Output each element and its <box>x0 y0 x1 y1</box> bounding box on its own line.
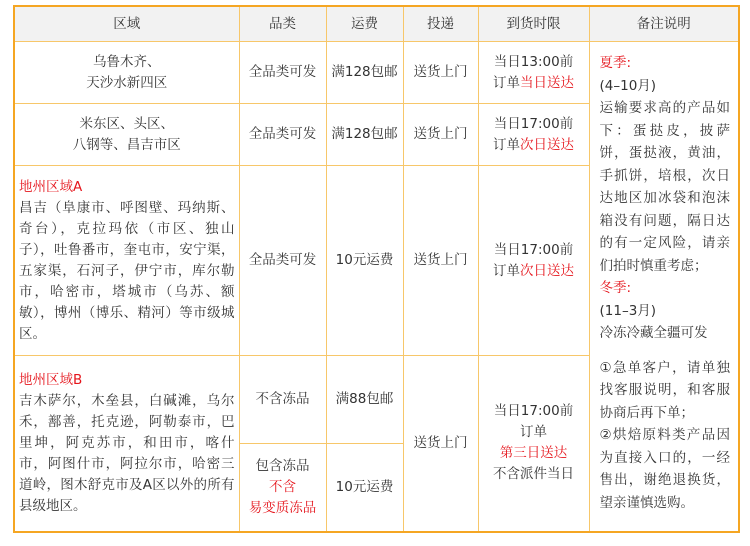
table-row <box>14 42 739 104</box>
arrival-line <box>483 135 585 156</box>
category-cell: 全品类可发 <box>239 104 326 166</box>
arrival-highlight: 次日送达 <box>520 262 574 279</box>
arrival-time: 当日17:00前 <box>493 403 574 420</box>
fee-cell: 满88包邮 <box>326 356 403 444</box>
delivery-cell: 送货上门 <box>403 104 478 166</box>
region-body: 吉木萨尔，木垒县，白碱滩，乌尔禾，鄯善，托克逊，阿勒泰市，巴里坤，阿克苏市，和田市，喀什市，阿图什市，阿拉尔市，哈密三道岭，图木舒克市及A区以外的所有县级地区。 <box>19 392 235 514</box>
arrival-line <box>483 73 585 94</box>
category-cell: 全品类可发 <box>239 42 326 104</box>
category-cell <box>239 444 326 532</box>
arrival-cell <box>478 104 589 166</box>
region-cell <box>14 104 239 166</box>
arrival-line <box>483 261 585 282</box>
fee-cell: 10元运费 <box>326 444 403 532</box>
region-title: 地州区域B <box>19 371 83 388</box>
summer-title: 夏季: <box>599 55 632 71</box>
arrival-time: 当日17:00前 <box>493 115 574 132</box>
winter-title: 冬季: <box>599 280 632 296</box>
header-fee: 运费 <box>326 6 403 42</box>
arrival-cell <box>478 356 589 532</box>
note-urgent: ①急单客户，请单独找客服说明，和客服协商后再下单； <box>599 359 730 421</box>
region-line: 米东区、头区、 <box>79 115 174 132</box>
winter-range: (11–3月) <box>599 302 657 319</box>
header-notes: 备注说明 <box>589 6 739 42</box>
arrival-time: 当日13:00前 <box>493 53 574 70</box>
region-body: 昌吉（阜康市、呼图壁、玛纳斯、奇台），克拉玛依（市区、独山子），吐鲁番市，奎屯市，安宁渠，五家渠，石河子，伊宁市，库尔勒市，哈密市，塔城市（乌苏、额敏），博州（博乐、精河）等市级城区。 <box>19 199 235 342</box>
region-cell <box>14 166 239 356</box>
arrival-prefix: 订单 <box>493 74 520 91</box>
note-no-return: ②烘焙原料类产品因为直接入口的，一经售出，谢绝退换货，望亲谨慎选购。 <box>599 427 730 511</box>
winter-text: 冷冻冷藏全疆可发 <box>599 325 708 341</box>
arrival-cell <box>478 42 589 104</box>
fee-cell: 10元运费 <box>326 166 403 356</box>
shipping-table-container <box>13 5 738 532</box>
category-text: 包含冻品 <box>255 457 310 474</box>
category-exclusion: 不含 <box>269 478 296 495</box>
delivery-cell: 送货上门 <box>403 356 478 532</box>
arrival-highlight: 当日送达 <box>520 74 574 91</box>
fee-cell: 满128包邮 <box>326 104 403 166</box>
region-line: 天沙水新四区 <box>86 74 168 91</box>
fee-cell: 满128包邮 <box>326 42 403 104</box>
header-region: 区域 <box>14 6 239 42</box>
header-row <box>14 6 739 42</box>
arrival-time: 当日17:00前 <box>493 241 574 258</box>
region-line: 八钢等、昌吉市区 <box>72 136 181 153</box>
notes-spacer <box>600 345 731 357</box>
delivery-cell: 送货上门 <box>403 166 478 356</box>
notes-cell <box>589 42 739 532</box>
category-cell: 不含冻品 <box>239 356 326 444</box>
summer-text: 运输要求高的产品如下：蛋挞皮，披萨饼，蛋挞液，黄油，手抓饼，培根，次日达地区加冰袋和泡沫箱没有问题，隔日达的有一定风险，请亲们拍时慎重考虑； <box>599 100 730 274</box>
category-exclusion-detail: 易变质冻品 <box>248 499 317 516</box>
shipping-policy-table <box>13 5 740 533</box>
arrival-prefix: 订单 <box>493 136 520 153</box>
region-cell <box>14 356 239 532</box>
arrival-cell <box>478 166 589 356</box>
region-cell <box>14 42 239 104</box>
summer-range: (4–10月) <box>599 77 657 94</box>
arrival-highlight: 次日送达 <box>520 136 574 153</box>
header-delivery: 投递 <box>403 6 478 42</box>
arrival-prefix: 订单 <box>520 424 547 441</box>
region-title: 地州区域A <box>19 178 83 195</box>
header-arrival-time: 到货时限 <box>478 6 589 42</box>
arrival-prefix: 订单 <box>493 262 520 279</box>
region-line: 乌鲁木齐、 <box>93 53 161 70</box>
arrival-highlight: 第三日送达 <box>499 445 568 462</box>
category-cell: 全品类可发 <box>239 166 326 356</box>
delivery-cell: 送货上门 <box>403 42 478 104</box>
header-category: 品类 <box>239 6 326 42</box>
arrival-exclusion: 不含派件当日 <box>493 466 574 483</box>
